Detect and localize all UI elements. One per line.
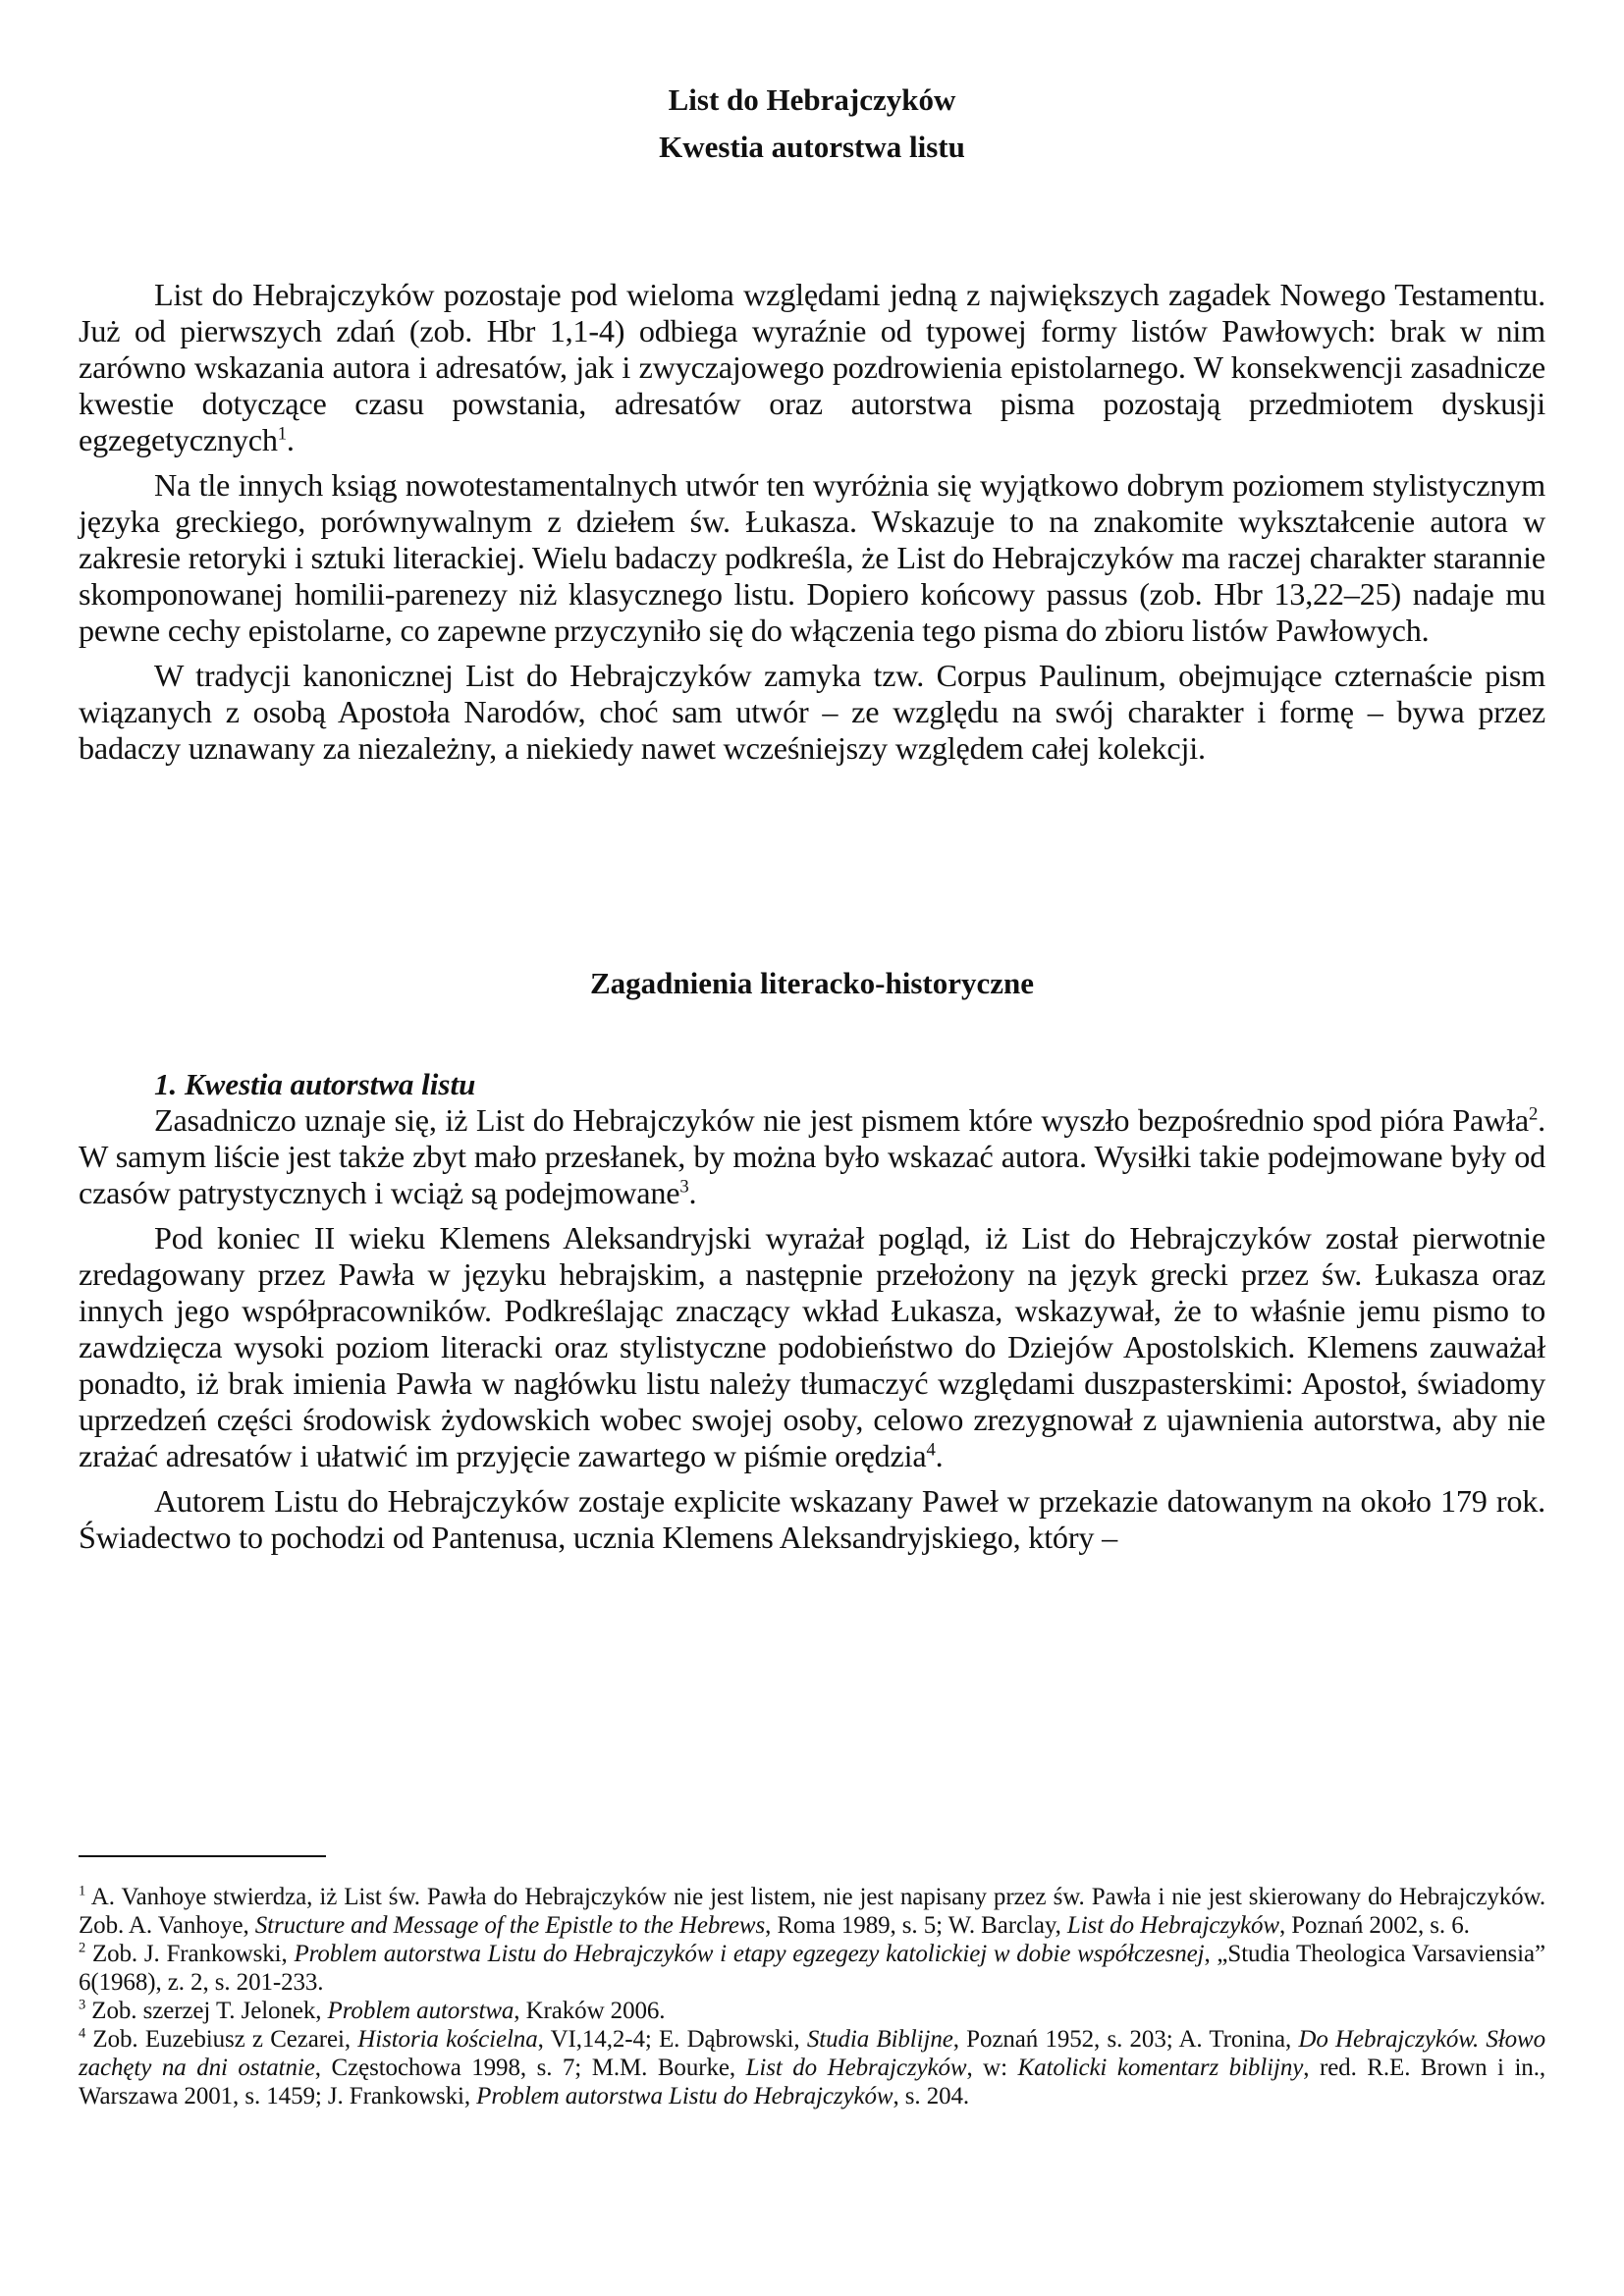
paragraph-3: W tradycji kanonicznej List do Hebrajczyków zamyka tzw. Corpus Paulinum, obejmujące czternaście pism wiązanych z osobą Apostoła Narodów, choć sam utwór – ze względu na swój charakter i formę – bywa przez badaczy uznawany za niezależny, a niekiedy nawet wcześniejszy względem całej kolekcji. [79, 658, 1545, 766]
footnotes [79, 1883, 1545, 2110]
authorship-section [79, 1102, 1545, 1565]
footnote-ref-3[interactable]: 3 [679, 1176, 689, 1198]
footnote-ref-2[interactable]: 2 [1529, 1103, 1539, 1125]
intro-section [79, 277, 1545, 775]
paragraph-6: Autorem Listu do Hebrajczyków zostaje explicite wskazany Paweł w przekazie datowanym na około 179 rok. Świadectwo to pochodzi od Pantenusa, ucznia Klemens Aleksandryjskiego, który – [79, 1483, 1545, 1555]
title-block [0, 77, 1624, 171]
footnote-ref-4[interactable]: 4 [926, 1439, 936, 1461]
footnote-4: $^4$ Zob. Euzebiusz z Cezarei, Historia kościelna, VI,14,2-4; E. Dąbrowski, Studia Biblijne, Poznań 1952, s. 203; A. Tronina, Do Hebrajczyków. Słowo zachęty na dni ostatnie, Częstochowa 1998, s. 7; M.M. Bourke, List do Hebrajczyków, w: Katolicki komentarz biblijny, red. R.E. Brown i in., Warszawa 2001, s. 1459; J. Frankowski, Problem autorstwa Listu do Hebrajczyków, s. 204. [79, 2025, 1546, 2109]
section-heading: Zagadnienia literacko-historyczne [589, 966, 1035, 1000]
footnote-number: 3 [79, 1997, 86, 2013]
footnote-ref-1[interactable]: 1 [277, 423, 287, 445]
subsection-heading: 1. Kwestia autorstwa listu [154, 1067, 476, 1101]
document-title: List do Hebrajczyków [668, 82, 956, 117]
footnote-separator [79, 1855, 326, 1857]
paragraph-1: List do Hebrajczyków pozostaje pod wieloma względami jedną z największych zagadek Nowego Testamentu. Już od pierwszych zdań (zob. Hbr 1,1-4) odbiega wyraźnie od typowej formy listów Pawłowych: brak w nim zarówno wskazania autora i adresatów, jak i zwyczajowego pozdrowienia epistolarnego. W konsekwencji zasadnicze kwestie dotyczące czasu powstania, adresatów oraz autorstwa pisma pozostają przedmiotem dyskusji egzegetycznych$^1$. [79, 277, 1545, 457]
footnote-number: 2 [79, 1940, 86, 1956]
footnote-3: $^3$ Zob. szerzej T. Jelonek, Problem autorstwa, Kraków 2006. [79, 1997, 666, 2024]
footnote-number: 4 [79, 2025, 86, 2042]
paragraph-4: Zasadniczo uznaje się, iż List do Hebrajczyków nie jest pismem które wyszło bezpośrednio spod pióra Pawła$^2$. W samym liście jest także zbyt mało przesłanek, by można było wskazać autora. Wysiłki takie podejmowane były od czasów patrystycznych i wciąż są podejmowane$^3$. [79, 1102, 1545, 1210]
document-subtitle: Kwestia autorstwa listu [659, 130, 965, 164]
paragraph-5: Pod koniec II wieku Klemens Aleksandryjski wyrażał pogląd, iż List do Hebrajczyków został pierwotnie zredagowany przez Pawła w języku hebrajskim, a następnie przełożony na język grecki przez św. Łukasza oraz innych jego współpracowników. Podkreślając znaczący wkład Łukasza, wskazywał, że to właśnie jemu pismo to zawdzięcza wysoki poziom literacki oraz stylistyczne podobieństwo do Dziejów Apostolskich. Klemens zauważał ponadto, iż brak imienia Pawła w nagłówku listu należy tłumaczyć względami duszpasterskimi: Apostoł, świadomy uprzedzeń części środowisk żydowskich wobec swojej osoby, celowo zrezygnował z ujawnienia autorstwa, aby nie zrażać adresatów i ułatwić im przyjęcie zawartego w piśmie orędzia$^4$. [79, 1220, 1545, 1473]
footnote-number: 1 [79, 1883, 86, 1899]
footnote-2: $^2$ Zob. J. Frankowski, Problem autorstwa Listu do Hebrajczyków i etapy egzegezy katolickiej w dobie współczesnej, „Studia Theologica Varsaviensia” 6(1968), z. 2, s. 201-233. [79, 1940, 1545, 1996]
paragraph-2: Na tle innych ksiąg nowotestamentalnych utwór ten wyróżnia się wyjątkowo dobrym poziomem stylistycznym języka greckiego, porównywalnym z dziełem św. Łukasza. Wskazuje to na znakomite wykształcenie autora w zakresie retoryki i sztuki literackiej. Wielu badaczy podkreśla, że List do Hebrajczyków ma raczej charakter starannie skomponowanej homilii-parenezy niż klasycznego listu. Dopiero końcowy passus (zob. Hbr 13,22–25) nadaje mu pewne cechy epistolarne, co zapewne przyczyniło się do włączenia tego pisma do zbioru listów Pawłowych. [79, 467, 1545, 648]
footnote-1: $^1$ A. Vanhoye stwierdza, iż List św. Pawła do Hebrajczyków nie jest listem, nie jest napisany przez św. Pawła i nie jest skierowany do Hebrajczyków. Zob. A. Vanhoye, Structure and Message of the Epistle to the Hebrews, Roma 1989, s. 5; W. Barclay, List do Hebrajczyków, Poznań 2002, s. 6. [79, 1883, 1545, 1939]
